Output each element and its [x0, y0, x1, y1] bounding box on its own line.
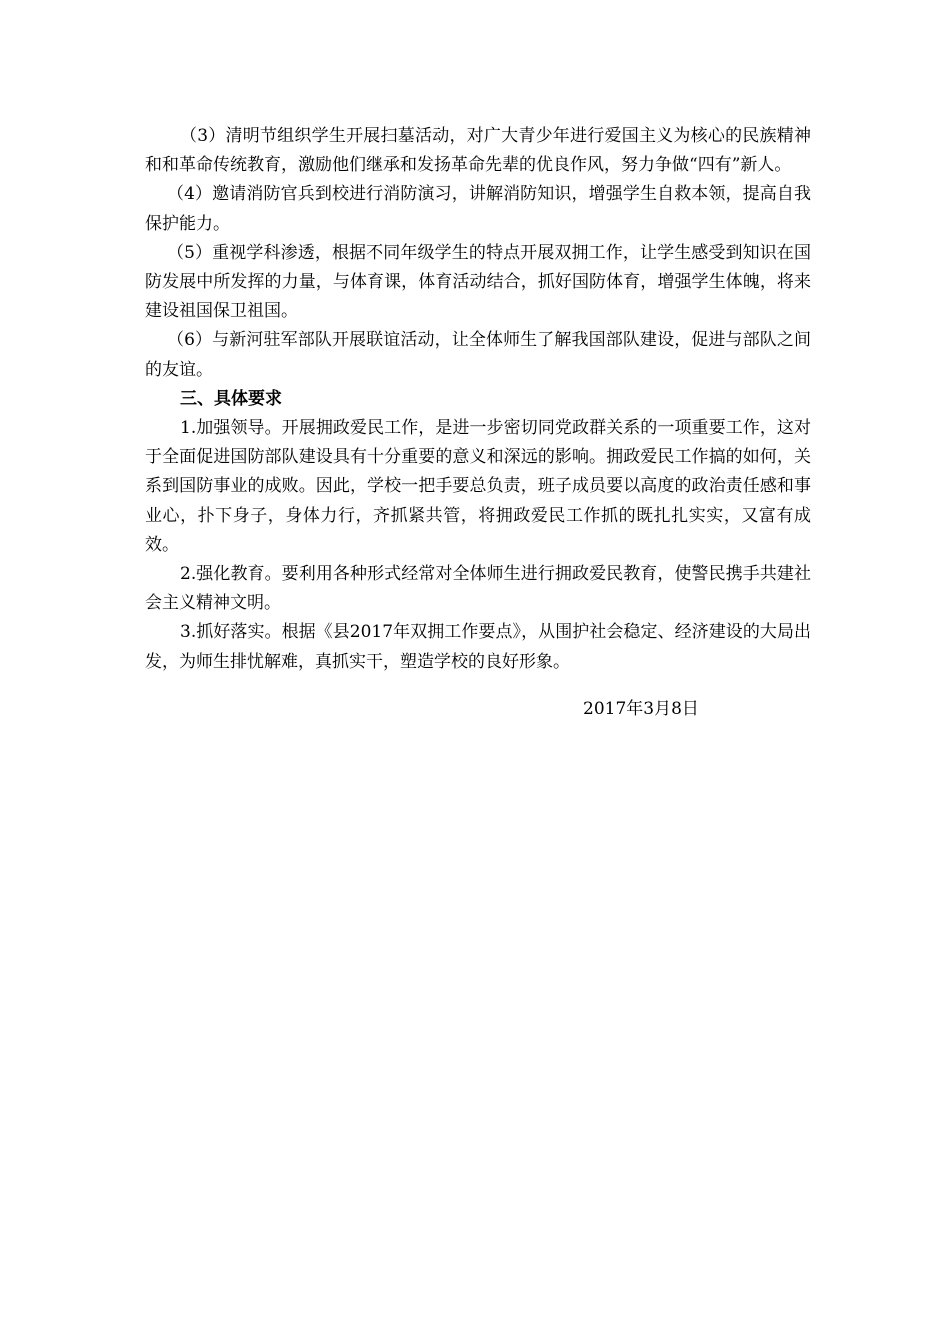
document-body — [145, 122, 811, 677]
requirement-item-1: 1.加强领导。开展拥政爱民工作，是进一步密切同党政群关系的一项重要工作，这对于全面促进国防部队建设具有十分重要的意义和深远的影响。拥政爱民工作搞的如何，关系到国防事业的成败。因此，学校一把手要总负责，班子成员要以高度的政治责任感和事业心，扑下身子，身体力行，齐抓紧共管，将拥政爱民工作抓的既扎扎实实，又富有成效。 — [145, 418, 811, 555]
activity-item-3: （3）清明节组织学生开展扫墓活动，对广大青少年进行爱国主义为核心的民族精神和和革命传统教育，激励他们继承和发扬革命先辈的优良作风，努力争做“四有”新人。 — [145, 126, 811, 176]
document-date: 2017年3月8日 — [583, 699, 699, 719]
activity-item-5: （5）重视学科渗透，根据不同年级学生的特点开展双拥工作，让学生感受到知识在国防发展中所发挥的力量，与体育课，体育活动结合，抓好国防体育，增强学生体魄，将来建设祖国保卫祖国。 — [145, 242, 811, 322]
requirement-item-3: 3.抓好落实。根据《县2017年双拥工作要点》，从围护社会稳定、经济建设的大局出发，为师生排忧解难，真抓实干，塑造学校的良好形象。 — [145, 622, 811, 672]
requirement-item-2: 2.强化教育。要利用各种形式经常对全体师生进行拥政爱民教育，使警民携手共建社会主义精神文明。 — [145, 564, 811, 614]
section-heading: 三、具体要求 — [180, 388, 282, 409]
activity-item-4: （4）邀请消防官兵到校进行消防演习，讲解消防知识，增强学生自救本领，提高自我保护能力。 — [145, 184, 811, 234]
activity-item-6: （6）与新河驻军部队开展联谊活动，让全体师生了解我国部队建设，促进与部队之间的友谊。 — [145, 330, 811, 380]
